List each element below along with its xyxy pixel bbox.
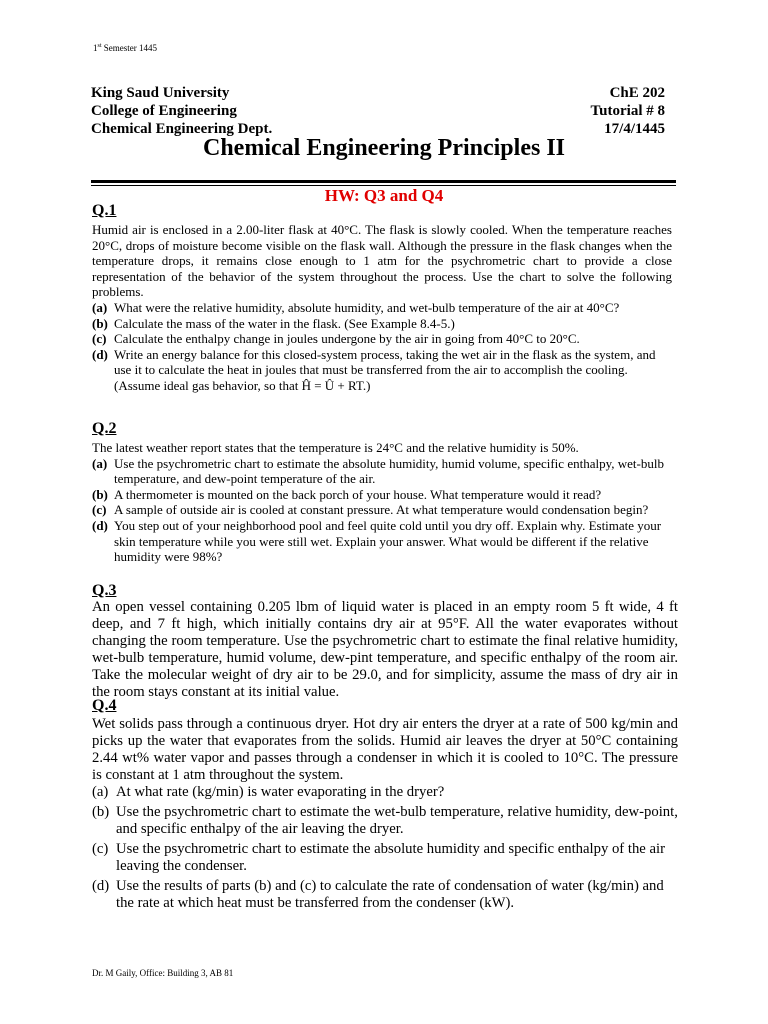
title-divider-thick <box>91 180 676 183</box>
q4-item-b <box>92 804 678 839</box>
q1-body <box>92 222 672 394</box>
q1-item-a <box>92 300 672 316</box>
q4-item-text: Use the psychrometric chart to estimate the absolute humidity and specific enthalpy of the air leaving the condenser. <box>116 840 665 874</box>
q2-heading: Q.2 <box>92 420 117 437</box>
homework-note: HW: Q3 and Q4 <box>324 186 444 205</box>
q4-item-text: At what rate (kg/min) is water evaporating in the dryer? <box>116 784 445 800</box>
q1-item-label: (c) <box>92 331 107 347</box>
q2-item-label: (b) <box>92 486 108 502</box>
q1-item-text: Calculate the enthalpy change in joules undergone by the air in going from 40°C to 20°C. <box>114 331 580 347</box>
q1-heading: Q.1 <box>92 202 117 219</box>
header-left <box>91 84 272 138</box>
q2-item-text: Use the psychrometric chart to estimate the absolute humidity, humid volume, specific enthalpy, wet-bulb temperature, and dew-point temperature of the air. <box>114 455 664 487</box>
q1-item-label: (d) <box>92 346 108 362</box>
q4-item-label: (a) <box>92 784 109 800</box>
q4-body <box>92 716 678 784</box>
q4-item-label: (b) <box>92 803 110 820</box>
q4-items <box>92 784 678 915</box>
q4-item-a <box>92 784 678 802</box>
q4-item-label: (d) <box>92 877 110 894</box>
q4-item-label: (c) <box>92 840 109 857</box>
q3-body <box>92 599 678 701</box>
q2-item-c <box>92 502 672 518</box>
date: 17/4/1445 <box>604 121 665 137</box>
q1-intro: Humid air is enclosed in a 2.00-liter flask at 40°C. The flask is slowly cooled. When the temperature reaches 20°C, drops of moisture become visible on the flask wall. Although the pressure in the flask changes when the temperature drops, it remains close enough to 1 atm for the psychrometric chart to provide a close representation of the behavior of the system throughout the process. Use the chart to solve the following problems. <box>92 222 672 300</box>
q2-item-b <box>92 487 672 503</box>
q1-item-label: (b) <box>92 315 108 331</box>
q1-item-d <box>92 347 672 394</box>
q2-item-d <box>92 518 672 565</box>
q1-item-text: Calculate the mass of the water in the flask. (See Example 8.4-5.) <box>114 315 455 331</box>
q1-item-text: Write an energy balance for this closed-system process, taking the wet air in the flask as the system, and use it to calculate the heat in joules that must be transferred from the air to accomplish the cooling. (Assume ideal gas behavior, so that Ĥ = Û + RT.) <box>114 346 656 393</box>
q2-item-text: A thermometer is mounted on the back porch of your house. What temperature would it read? <box>114 486 602 502</box>
semester-number: 1 <box>93 43 98 53</box>
q1-item-c <box>92 331 672 347</box>
q1-item-label: (a) <box>92 299 108 315</box>
semester-ordinal: st <box>97 43 102 49</box>
semester-text: Semester 1445 <box>101 43 158 53</box>
college-name: College of Engineering <box>91 103 237 119</box>
q3-text: An open vessel containing 0.205 lbm of liquid water is placed in an empty room 5 ft wide, 4 ft deep, and 7 ft high, which initially contains dry air at 95°F. All the water evaporates without changing the room temperature. Use the psychrometric chart to estimate the final relative humidity, wet-bulb temperature, humid volume, dew-pint temperature, and specific enthalpy of the room air. Take the molecular weight of dry air to be 29.0, and for simplicity, assume the mass of dry air in the room stays constant at its initial value. <box>92 599 678 700</box>
q4-item-text: Use the results of parts (b) and (c) to calculate the rate of condensation of water (kg/min) and the rate at which heat must be transferred from the condenser (kW). <box>116 877 664 911</box>
q2-body <box>92 440 672 565</box>
q2-intro: The latest weather report states that the temperature is 24°C and the relative humidity is 50%. <box>92 440 579 455</box>
q3-heading: Q.3 <box>92 582 117 599</box>
department-name: Chemical Engineering Dept. <box>91 121 273 137</box>
q4-heading: Q.4 <box>92 697 117 714</box>
q2-item-text: You step out of your neighborhood pool and feel quite cold until you dry off. Explain why. Estimate your skin temperature while you were still wet. Explain your answer. What would be different if the relative humidity were 98%? <box>114 517 662 565</box>
semester-label <box>93 43 157 53</box>
q1-item-text: What were the relative humidity, absolute humidity, and wet-bulb temperature of the air at 40°C? <box>114 299 620 315</box>
q4-item-text: Use the psychrometric chart to estimate the wet-bulb temperature, relative humidity, dew-point, and specific enthalpy of the air leaving the dryer. <box>116 803 678 837</box>
q2-item-label: (a) <box>92 455 108 471</box>
q4-item-d <box>92 878 678 913</box>
tutorial-number: Tutorial # 8 <box>590 103 665 119</box>
footer-office-info: Dr. M Gaily, Office: Building 3, AB 81 <box>92 968 234 978</box>
q2-item-label: (c) <box>92 502 107 518</box>
q4-text: Wet solids pass through a continuous dryer. Hot dry air enters the dryer at a rate of 500 kg/min and picks up the water that evaporates from the solids. Humid air leaves the dryer at 50°C containing 2.44 wt% water vapor and passes through a condenser in which it is cooled to 10°C. The pressure is constant at 1 atm throughout the system. <box>92 716 678 783</box>
q2-item-label: (d) <box>92 517 108 533</box>
header-right <box>591 84 665 138</box>
q4-item-c <box>92 841 678 876</box>
course-code: ChE 202 <box>609 85 665 101</box>
university-name: King Saud University <box>91 85 230 101</box>
q2-item-text: A sample of outside air is cooled at constant pressure. At what temperature would condensation begin? <box>114 502 649 518</box>
page-title: Chemical Engineering Principles II <box>203 135 565 161</box>
q1-item-b <box>92 316 672 332</box>
q2-item-a <box>92 456 672 487</box>
